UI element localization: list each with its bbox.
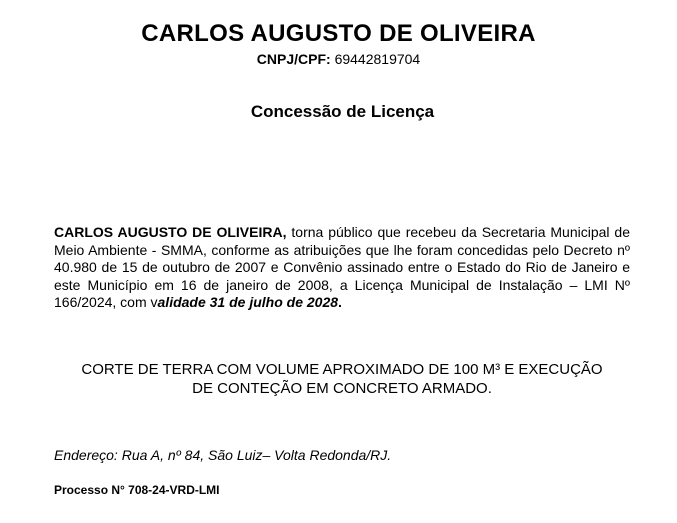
address-line: Endereço: Rua A, nº 84, São Luiz– Volta Redonda/RJ.: [54, 447, 392, 463]
process-number: Processo N° 708-24-VRD-LMI: [54, 483, 220, 497]
license-paragraph: [54, 224, 630, 312]
activity-description: [54, 360, 630, 398]
validity-date: alidade 31 de julho de 2028: [157, 294, 339, 311]
paragraph-end: .: [338, 294, 342, 311]
cnpj-label: CNPJ/CPF:: [256, 51, 331, 67]
cnpj-value: 69442819704: [334, 51, 421, 67]
cnpj-line: [0, 50, 677, 68]
activity-description-line-1: CORTE DE TERRA COM VOLUME APROXIMADO DE 100 M³ E EXECUÇÃO: [81, 361, 603, 378]
paragraph-main-text: torna público que recebeu da Secretaria Municipal de Meio Ambiente - SMMA, conforme as atribuições que lhe foram concedidas pelo Decreto nº 40.980 de 15 de outubro de 2007 e Convênio assinado entre o Estado do Rio de Janeiro e este Município em 16 de janeiro de 2008, a Licença Municipal de Instalação – LMI Nº 166/2024, com v: [54, 224, 631, 311]
company-name-heading: CARLOS AUGUSTO DE OLIVEIRA: [141, 20, 536, 47]
paragraph-company-name: CARLOS AUGUSTO DE OLIVEIRA,: [54, 224, 287, 240]
document-title: Concessão de Licença: [250, 102, 435, 121]
activity-description-line-2: DE CONTEÇÃO EM CONCRETO ARMADO.: [192, 380, 492, 397]
